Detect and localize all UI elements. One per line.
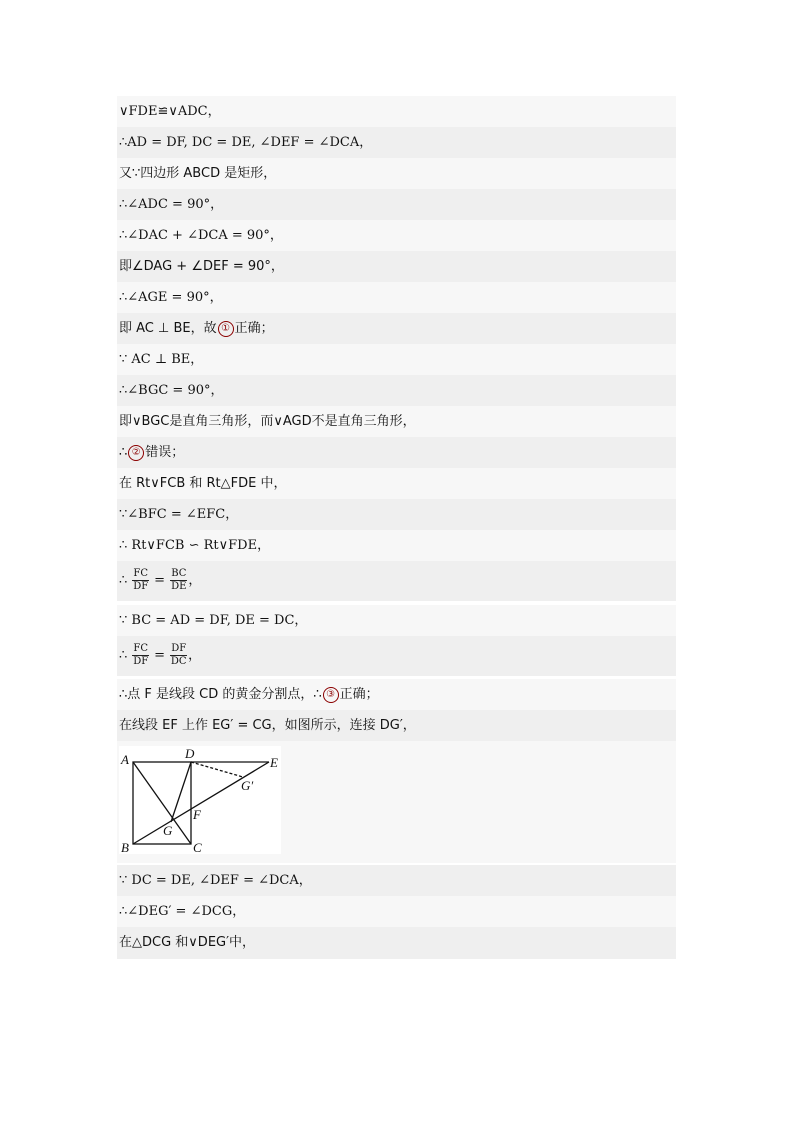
label-b: B <box>121 840 129 854</box>
proof-line: 在 Rt∨FCB 和 Rt△FDE 中， <box>117 468 676 499</box>
proof-line-fraction-2: ∴ $\frac{FC}{DF}$ = $\frac{DF}{DC}$ ， <box>117 636 676 676</box>
proof-line: ∴∠AGE = 90°， <box>117 282 676 313</box>
fraction-right: $\frac{DF}{DC}$ <box>170 643 187 667</box>
proof-line: ∨FDE≌∨ADC， <box>117 96 676 127</box>
solution-sheet <box>117 96 676 959</box>
proof-text: ∴ <box>119 445 128 460</box>
label-gprime: G′ <box>241 778 254 793</box>
segment-dgprime <box>191 762 243 777</box>
proof-line: ∵ AC ⊥ BE， <box>117 344 676 375</box>
proof-line: ∴∠DAC + ∠DCA = 90°， <box>117 220 676 251</box>
diagonal-ac <box>133 762 191 844</box>
proof-text: ∴ <box>119 573 128 588</box>
proof-line: 即∠DAG + ∠DEF = 90°， <box>117 251 676 282</box>
marker-1: ① <box>218 321 234 337</box>
fraction-left: $\frac{FC}{DF}$ <box>133 643 149 667</box>
proof-line: ∵ DC = DE, ∠DEF = ∠DCA， <box>117 865 676 896</box>
label-c: C <box>193 840 202 854</box>
proof-line: 在线段 EF 上作 EG′ = CG，如图所示，连接 DG′， <box>117 710 676 741</box>
verdict: 正确； <box>339 687 379 702</box>
label-e: E <box>270 755 278 770</box>
proof-line: ∵ BC = AD = DF, DE = DC， <box>117 605 676 636</box>
proof-line-conclusion-1 <box>117 313 676 344</box>
label-g: G <box>163 823 173 838</box>
proof-line: ∴ Rt∨FCB ∽ Rt∨FDE， <box>117 530 676 561</box>
equals-sign: = <box>154 648 166 663</box>
segment-be <box>133 762 269 844</box>
fraction-left: $\frac{FC}{DF}$ <box>133 568 149 592</box>
label-f: F <box>193 807 201 822</box>
label-d: D <box>185 746 195 761</box>
proof-line: 又∵四边形 ABCD 是矩形， <box>117 158 676 189</box>
segment-dg <box>171 762 191 822</box>
proof-line: ∵∠BFC = ∠EFC， <box>117 499 676 530</box>
proof-line: 即∨BGC是直角三角形，而∨AGD不是直角三角形， <box>117 406 676 437</box>
marker-2: ② <box>128 445 144 461</box>
proof-line: 在△DCG 和∨DEG′中， <box>117 927 676 959</box>
proof-text: 即 AC ⊥ BE，故 <box>119 321 217 336</box>
proof-line: ∴AD = DF, DC = DE, ∠DEF = ∠DCA， <box>117 127 676 158</box>
verdict: 正确； <box>234 321 274 336</box>
proof-line-conclusion-2 <box>117 437 676 468</box>
label-a: A <box>121 752 129 767</box>
proof-line-fraction-1: ∴ $\frac{FC}{DF}$ = $\frac{BC}{DE}$ ， <box>117 561 676 601</box>
verdict: 错误； <box>145 445 185 460</box>
proof-line-conclusion-3 <box>117 679 676 710</box>
proof-line: ∴∠DEG′ = ∠DCG， <box>117 896 676 927</box>
marker-3: ③ <box>323 687 339 703</box>
equals-sign: = <box>154 573 166 588</box>
proof-line: ∴∠BGC = 90°， <box>117 375 676 406</box>
fraction-right: $\frac{BC}{DE}$ <box>171 568 187 592</box>
geometry-figure <box>119 746 281 854</box>
proof-text: ∴点 F 是线段 CD 的黄金分割点，∴ <box>119 687 322 702</box>
proof-text: ∴ <box>119 648 128 663</box>
proof-line: ∴∠ADC = 90°， <box>117 189 676 220</box>
